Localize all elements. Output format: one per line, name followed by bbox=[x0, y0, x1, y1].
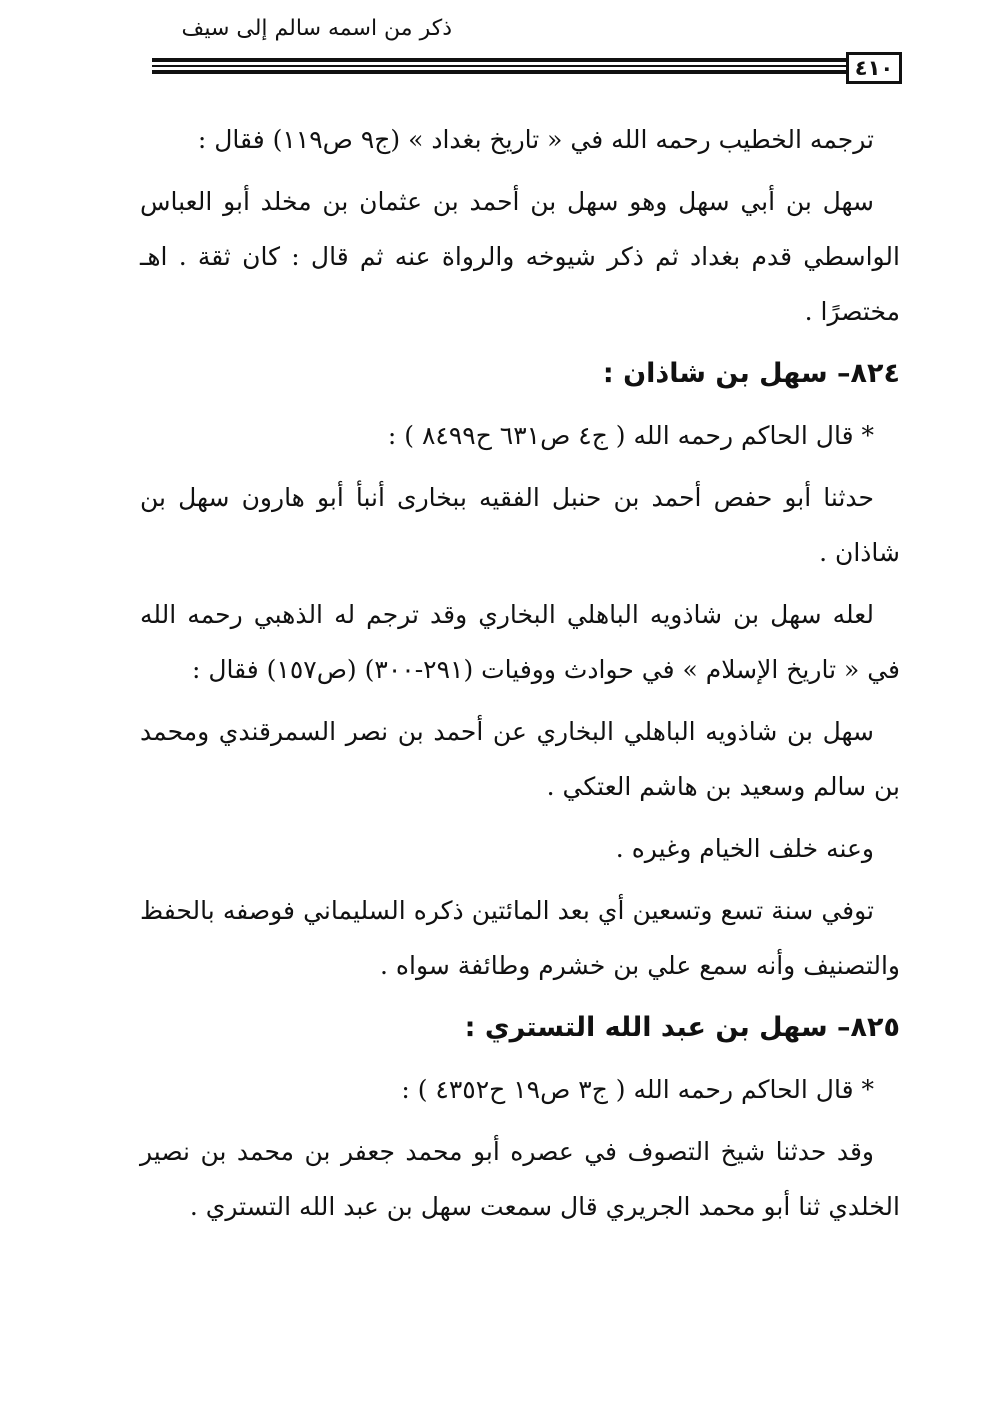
paragraph: ترجمه الخطيب رحمه الله في « تاريخ بغداد » (ج٩ ص١١٩) فقال : bbox=[197, 125, 874, 154]
paragraph: سهل بن أبي سهل وهو سهل بن أحمد بن عثمان بن مخلد أبو العباس الواسطي قدم بغداد ثم ذكر شيوخه والرواة عنه ثم قال : كان ثقة . اهـ مختصرًا . bbox=[140, 187, 900, 326]
paragraph: وعنه خلف الخيام وغيره . bbox=[615, 834, 874, 863]
page-body bbox=[140, 112, 900, 1241]
entry-heading: ٨٢٥– سهل بن عبد الله التستري : bbox=[464, 1012, 900, 1043]
entry-heading: ٨٢٤– سهل بن شاذان : bbox=[602, 358, 900, 389]
paragraph: توفي سنة تسع وتسعين أي بعد المائتين ذكره السليماني فوصفه بالحفظ والتصنيف وأنه سمع علي بن خشرم وطائفة سواه . bbox=[140, 896, 900, 980]
page-number: ٤١٠ bbox=[846, 52, 902, 84]
running-title: ذكر من اسمه سالم إلى سيف bbox=[181, 16, 452, 41]
paragraph: لعله سهل بن شاذويه الباهلي البخاري وقد ترجم له الذهبي رحمه الله في « تاريخ الإسلام » في حوادث ووفيات (٢٩١-٣٠٠) (ص١٥٧) فقال : bbox=[140, 600, 900, 684]
paragraph: وقد حدثنا شيخ التصوف في عصره أبو محمد جعفر بن محمد بن نصير الخلدي ثنا أبو محمد الجريري قال سمعت سهل بن عبد الله التستري . bbox=[140, 1137, 900, 1221]
header-rule bbox=[152, 58, 847, 62]
paragraph: حدثنا أبو حفص أحمد بن حنبل الفقيه ببخارى أنبأ أبو هارون سهل بن شاذان . bbox=[140, 483, 900, 567]
source-citation: * قال الحاكم رحمه الله ( ج٤ ص٦٣١ ح٨٤٩٩ ) : bbox=[387, 421, 874, 450]
header-rule bbox=[152, 65, 847, 67]
paragraph: سهل بن شاذويه الباهلي البخاري عن أحمد بن نصر السمرقندي ومحمد بن سالم وسعيد بن هاشم العتكي . bbox=[140, 717, 900, 801]
header-rule bbox=[152, 70, 847, 74]
source-citation: * قال الحاكم رحمه الله ( ج٣ ص١٩ ح٤٣٥٢ ) : bbox=[401, 1075, 874, 1104]
